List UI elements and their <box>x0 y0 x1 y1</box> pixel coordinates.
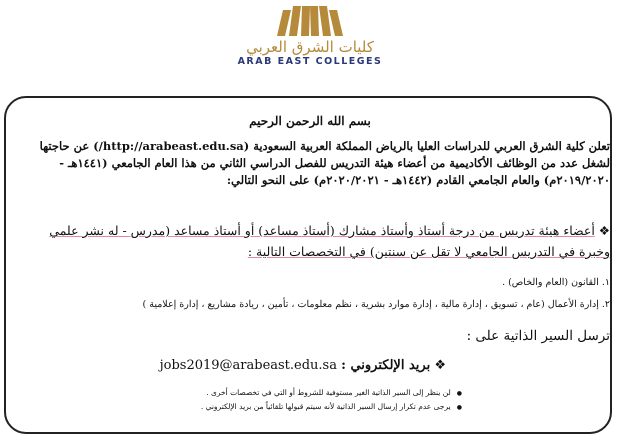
logo <box>0 6 620 68</box>
bullet-icon: ❖ <box>594 223 610 238</box>
list-item: ● يرجى عدم تكرار إرسال السير الذاتية لأنه سيتم قبولها تلقائياً من بريد الإلكتروني . <box>16 400 462 414</box>
college-name-english: ARAB EAST COLLEGES <box>237 56 383 67</box>
bullet-icon: ❖ <box>430 358 446 373</box>
cv-submission-title: ترسل السير الذاتية على : <box>466 328 610 344</box>
college-name-arabic: كليات الشرق العربي <box>246 38 374 56</box>
requirement-text: أعضاء هيئة تدريس من درجة أستاذ وأستاذ مشارك (أستاذ مساعد) أو أستاذ مساعد (مدرس - له نشر علمي وخبرة في التدريس الجامعي لا تقل عن سنتين) في التخصصات التالية : <box>49 223 610 259</box>
intro-paragraph: تعلن كلية الشرق العربي للدراسات العليا بالرياض المملكة العربية السعودية (http://arabeast.edu.sa/) عن حاجتها لشغل عدد من الوظائف الأكاديمية من أعضاء هيئة التدريس للفصل الدراسي الثاني من هذا العام الجامعي (١٤٤١هـ - ٢٠١٩/٢٠٢٠م) والعام الجامعي القادم (١٤٤٢هـ - ٢٠٢٠/٢٠٢١م) على النحو التالي: <box>39 139 610 187</box>
specializations-list <box>16 276 610 320</box>
requirement-bullet <box>16 220 610 262</box>
notes-list <box>16 386 462 414</box>
list-item: ١. القانون (العام والخاص) . <box>502 277 610 288</box>
list-item: ● لن ينظر إلى السير الذاتية الغير مستوفية للشروط أو التي في تخصصات أخرى . <box>16 386 462 400</box>
arches-sunburst-icon <box>267 6 353 36</box>
email-row <box>16 356 446 376</box>
list-item: ٢. إدارة الأعمال (عام ، تسويق ، إدارة مالية ، إدارة موارد بشرية ، نظم معلومات ، تأمين ، ريادة مشاريع ، إدارة إعلامية ) <box>142 299 610 310</box>
email-label: بريد الإلكتروني : <box>341 358 431 373</box>
email-link[interactable]: jobs2019@arabeast.edu.sa <box>159 358 337 373</box>
basmala: بسم الله الرحمن الرحيم <box>249 114 371 128</box>
